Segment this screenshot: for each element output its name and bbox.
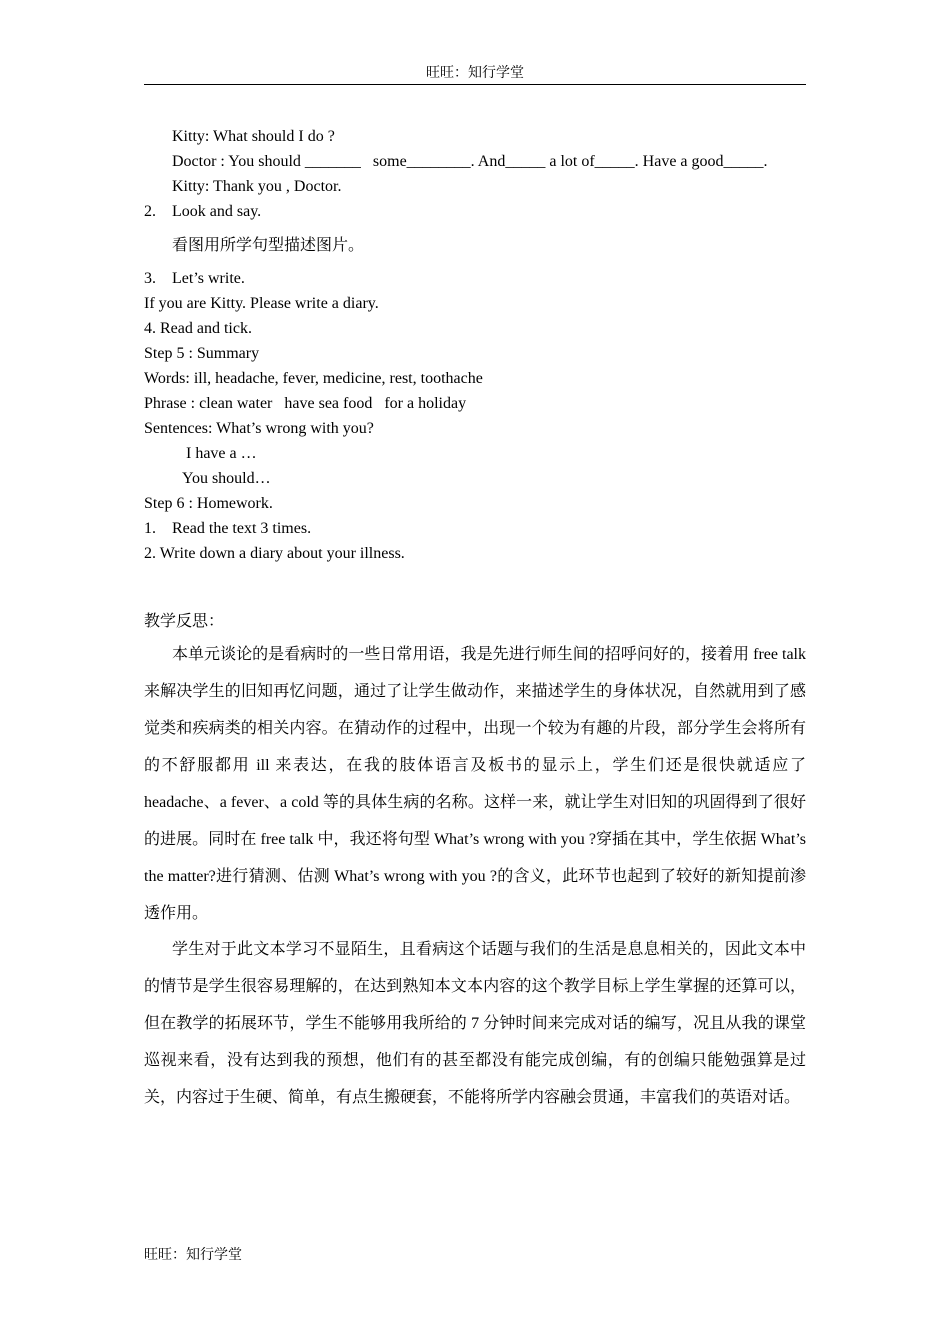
reflection-paragraph-2: 学生对于此文本学习不显陌生，且看病这个话题与我们的生活是息息相关的，因此文本中的情节是学生很容易理解的，在达到熟知本文本内容的这个教学目标上学生掌握的还算可以，但在教学的拓展环节，学生不能够用我所给的 7 分钟时间来完成对话的编写，况且从我的课堂巡视来看，没有达到我的预想，他们有的甚至都没有能完成创编，有的创编只能勉强算是过关，内容过于生硬、简单，有点生搬硬套，不能将所学内容融会贯通，丰富我们的英语对话。 — [144, 941, 806, 1106]
summary-sentences: Sentences: What’s wrong with you? — [144, 420, 374, 437]
summary-sentence-have: I have a … — [186, 445, 257, 462]
reflection-title: 教学反思： — [144, 613, 225, 630]
list-text: Read the text 3 times. — [172, 520, 312, 537]
text-line: 4. Read and tick. — [144, 320, 252, 337]
homework-item-1 — [144, 516, 311, 541]
step6-heading: Step 6 : Homework. — [144, 495, 273, 512]
reflection-paragraph-1: 本单元谈论的是看病时的一些日常用语，我是先进行师生间的招呼问好的，接着用 free talk 来解决学生的旧知再忆问题，通过了让学生做动作，来描述学生的身体状况，自然就用到了感觉类和疾病类的相关内容。在猜动作的过程中，出现一个较为有趣的片段，部分学生会将所有的不舒服都用 ill 来表达，在我的肢体语言及板书的显示上，学生们还是很快就适应了 headache、a fever、a cold 等的具体生病的名称。这样一来，就让学生对旧知的巩固得到了很好的进展。同时在 free talk 中，我还将句型 What’s wrong with you ?穿插在其中，学生依据 What’s the matter?进行猜测、估测 What’s wrong with you ?的含义，此环节也起到了较好的新知提前渗透作用。 — [144, 646, 806, 922]
page-footer: 旺旺：知行学堂 — [144, 1248, 242, 1263]
list-text: Let’s write. — [172, 270, 245, 287]
dialogue-line-kitty-thanks: Kitty: Thank you , Doctor. — [172, 178, 342, 195]
look-and-say-note: 看图用所学句型描述图片。 — [172, 237, 365, 254]
dialogue-line-kitty-question: Kitty: What should I do ? — [172, 128, 335, 145]
list-number: 2. — [144, 203, 156, 220]
summary-sentence-should: You should… — [182, 470, 271, 487]
dialogue-line-doctor-blanks: Doctor : You should _______ some________. And_____ a lot of_____. Have a good_____. — [172, 153, 768, 170]
text-line: If you are Kitty. Please write a diary. — [144, 295, 379, 312]
page-header: 旺旺：知行学堂 — [144, 63, 806, 85]
list-item-lets-write — [144, 266, 245, 291]
summary-phrase: Phrase : clean water have sea food for a holiday — [144, 395, 467, 412]
list-item-look-and-say — [144, 199, 261, 224]
summary-words: Words: ill, headache, fever, medicine, rest, toothache — [144, 370, 483, 387]
step5-heading: Step 5 : Summary — [144, 345, 260, 362]
list-number: 1. — [144, 520, 156, 537]
list-number: 3. — [144, 270, 156, 287]
homework-item-2: 2. Write down a diary about your illness. — [144, 545, 405, 562]
list-text: Look and say. — [172, 203, 262, 220]
